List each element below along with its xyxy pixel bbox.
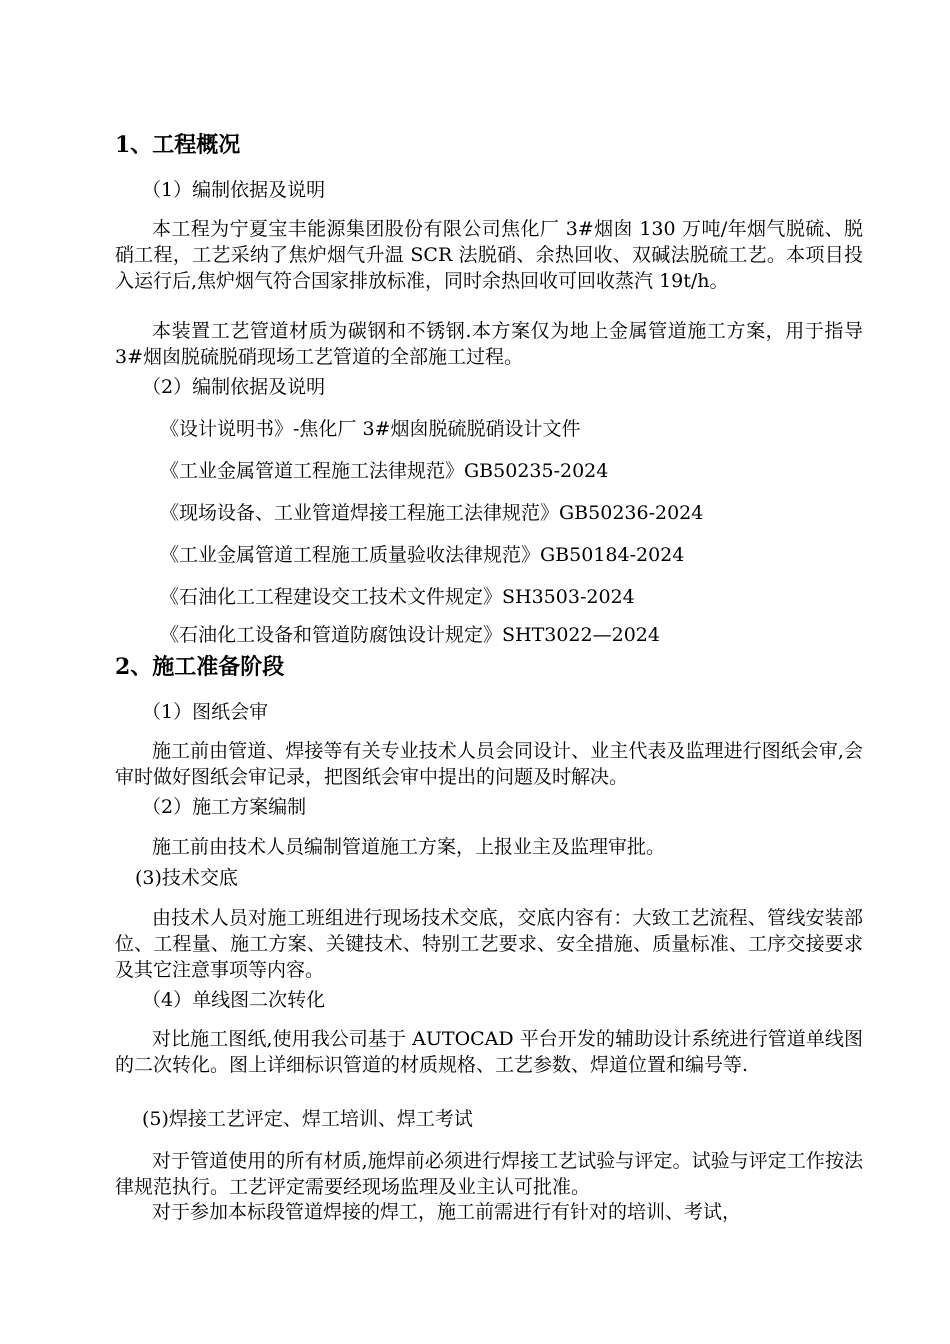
section-1-subheading-2: （2）编制依据及说明 (142, 376, 326, 398)
section-2-heading: 2、施工准备阶段 (115, 654, 285, 680)
section-2-subheading-2: （2）施工方案编制 (142, 796, 307, 818)
section-2-subheading-5: (5)焊接工艺评定、焊工培训、焊工考试 (142, 1108, 473, 1130)
section-1-paragraph-2: 本装置工艺管道材质为碳钢和不锈钢.本方案仅为地上金属管道施工方案，用于指导 3#烟囱脱硫脱硝现场工艺管道的全部施工过程。 (115, 320, 863, 368)
section-2-paragraph-5: 对于管道使用的所有材质,施焊前必须进行焊接工艺试验与评定。试验与评定工作按法律规范执行。工艺评定需要经现场监理及业主认可批准。 (115, 1150, 863, 1198)
section-1-subheading-1: （1）编制依据及说明 (142, 179, 326, 201)
section-1-paragraph-1: 本工程为宁夏宝丰能源集团股份有限公司焦化厂 3#烟囱 130 万吨/年烟气脱硫、脱硝工程，工艺采纳了焦炉烟气升温 SCR 法脱硝、余热回收、双碱法脱硫工艺。本项目投入运行后,焦炉烟气符合国家排放标准，同时余热回收可回收蒸汽 19t/h。 (115, 218, 863, 292)
section-2-paragraph-3: 由技术人员对施工班组进行现场技术交底，交底内容有：大致工艺流程、管线安装部位、工程量、施工方案、关键技术、特别工艺要求、安全措施、质量标准、工序交接要求及其它注意事项等内容。 (115, 907, 863, 981)
reference-item: 《设计说明书》-焦化厂 3#烟囱脱硫脱硝设计文件 (160, 418, 581, 440)
reference-item: 《石油化工设备和管道防腐蚀设计规定》SHT3022—2024 (160, 624, 660, 646)
section-2-subheading-4: （4）单线图二次转化 (142, 989, 326, 1011)
reference-item: 《工业金属管道工程施工法律规范》GB50235-2024 (160, 460, 609, 482)
reference-item: 《石油化工工程建设交工技术文件规定》SH3503-2024 (160, 586, 635, 608)
section-2-paragraph-4: 对比施工图纸,使用我公司基于 AUTOCAD 平台开发的辅助设计系统进行管道单线图的二次转化。图上详细标识管道的材质规格、工艺参数、焊道位置和编号等. (115, 1028, 863, 1076)
reference-item: 《现场设备、工业管道焊接工程施工法律规范》GB50236-2024 (160, 502, 704, 524)
section-2-subheading-3: (3)技术交底 (135, 867, 238, 889)
section-2-paragraph-2: 施工前由技术人员编制管道施工方案，上报业主及监理审批。 (152, 836, 666, 858)
section-2-subheading-1: （1）图纸会审 (142, 701, 269, 723)
section-1-heading: 1、工程概况 (115, 132, 241, 158)
reference-item: 《工业金属管道工程施工质量验收法律规范》GB50184-2024 (160, 544, 685, 566)
section-2-paragraph-6: 对于参加本标段管道焊接的焊工，施工前需进行有针对的培训、考试， (152, 1201, 742, 1223)
section-2-paragraph-1: 施工前由管道、焊接等有关专业技术人员会同设计、业主代表及监理进行图纸会审,会审时做好图纸会审记录，把图纸会审中提出的问题及时解决。 (115, 740, 863, 788)
